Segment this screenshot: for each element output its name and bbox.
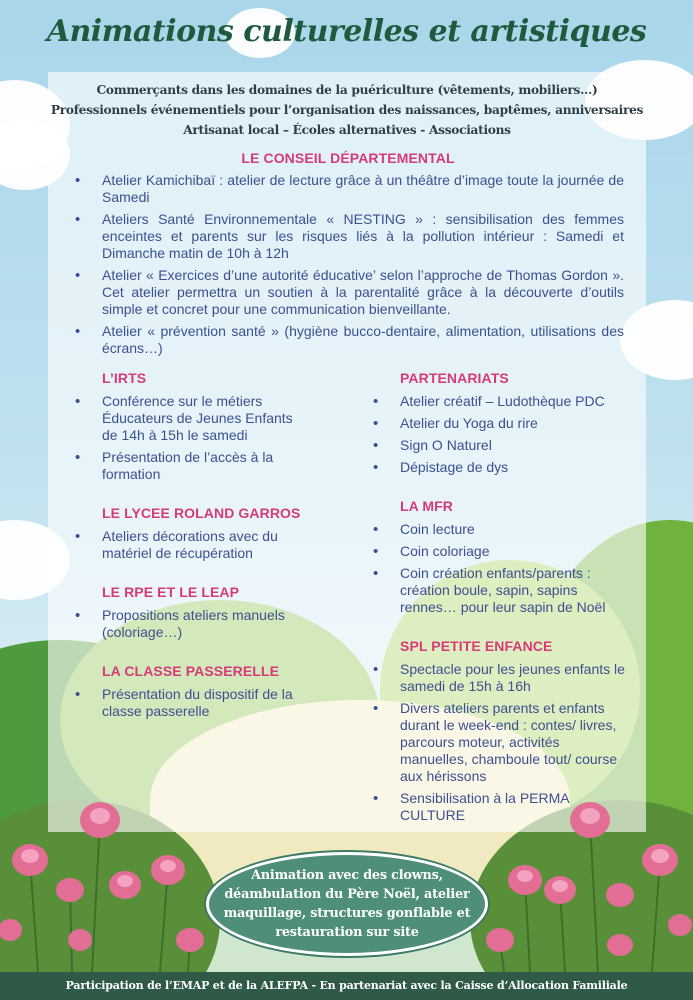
highlight-oval (206, 852, 488, 956)
section-mfr (370, 498, 626, 621)
rpe-list (72, 607, 312, 641)
section-title: LE LYCEE ROLAND GARROS (102, 505, 301, 521)
list-item: • Sign O Naturel (370, 437, 626, 454)
oval-text: Animation avec des clowns, déambulation du Père Noël, atelier maquillage, structures gonflable et restauration sur site (223, 868, 471, 940)
section-lycee (72, 505, 312, 567)
passerelle-list (72, 686, 312, 720)
list-item: • Coin création enfants/parents : création boule, sapin, sapins rennes… pour leur sapin de Noël (370, 565, 626, 616)
section-rpe (72, 584, 312, 646)
footer-banner: Participation de l’EMAP et de la ALEFPA - En partenariat avec la Caisse d’Allocation Familiale (0, 972, 693, 1000)
list-item: • Présentation du dispositif de la classe passerelle (72, 686, 312, 720)
section-title: LA CLASSE PASSERELLE (102, 663, 280, 679)
list-item: • Divers ateliers parents et enfants durant le week-end : contes/ livres, parcours moteur, activités manuelles, chamboule tout/ course aux hérissons (370, 700, 626, 785)
irts-list (72, 393, 312, 483)
subtitle-line: Artisanat local – Écoles alternatives - Associations (183, 123, 511, 137)
flowers-right-decoration (470, 790, 693, 972)
section-conseil (72, 150, 624, 362)
list-item: • Propositions ateliers manuels (coloriage…) (72, 607, 312, 641)
partenariats-list (370, 393, 626, 476)
section-title: LE RPE ET LE LEAP (102, 584, 240, 600)
section-title: LA MFR (400, 498, 453, 514)
section-irts (72, 370, 312, 488)
subtitle-line: Commerçants dans les domaines de la puériculture (vêtements, mobiliers…) (96, 83, 598, 97)
list-item: • Dépistage de dys (370, 459, 626, 476)
list-item: • Atelier « prévention santé » (hygiène bucco-dentaire, alimentation, utilisations des écrans…) (72, 323, 624, 357)
lycee-list (72, 528, 312, 562)
subtitle (48, 80, 646, 140)
section-title: L’IRTS (102, 370, 147, 386)
list-item: • Sensibilisation à la PERMA CULTURE (370, 790, 626, 824)
section-partenariats (370, 370, 626, 481)
section-title: PARTENARIATS (400, 370, 509, 386)
list-item: • Atelier « Exercices d’une autorité éducative’ selon l’approche de Thomas Gordon ». Cet atelier permettra un soutien à la parentalité grâce à la découverte d’outils simple et concret pour une communication bienveillante. (72, 267, 624, 318)
list-item: • Coin lecture (370, 521, 626, 538)
conseil-list (72, 172, 624, 357)
list-item: • Conférence sur le métiers Éducateurs de Jeunes Enfants de 14h à 15h le samedi (72, 393, 312, 444)
section-passerelle (72, 663, 312, 725)
section-title: SPL PETITE ENFANCE (400, 638, 553, 654)
page-title: Animations culturelles et artistiques (46, 14, 647, 49)
flowers-left-decoration (0, 790, 230, 972)
list-item: • Présentation de l’accès à la formation (72, 449, 312, 483)
list-item: • Atelier du Yoga du rire (370, 415, 626, 432)
list-item: • Spectacle pour les jeunes enfants le samedi de 15h à 16h (370, 661, 626, 695)
mfr-list (370, 521, 626, 616)
section-title: LE CONSEIL DÉPARTEMENTAL (241, 150, 455, 166)
subtitle-line: Professionnels événementiels pour l’organisation des naissances, baptêmes, anniversaires (50, 103, 644, 117)
list-item: • Ateliers Santé Environnementale « NESTING » : sensibilisation des femmes enceintes et parents sur les risques liés à la pollution intérieur : Samedi et Dimanche matin de 10h à 12h (72, 211, 624, 262)
list-item: • Coin coloriage (370, 543, 626, 560)
list-item: • Atelier créatif – Ludothèque PDC (370, 393, 626, 410)
list-item: • Ateliers décorations avec du matériel de récupération (72, 528, 312, 562)
list-item: • Atelier Kamichibaï : atelier de lecture grâce à un théâtre d’image toute la journée de Samedi (72, 172, 624, 206)
